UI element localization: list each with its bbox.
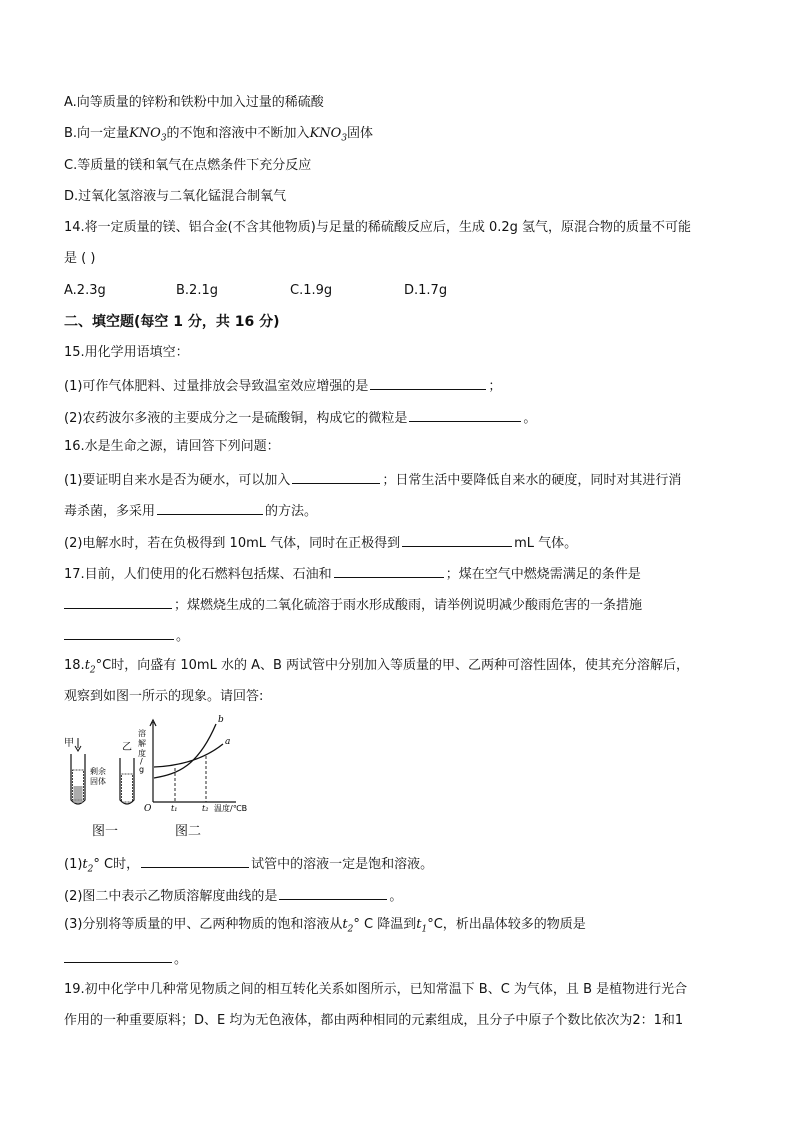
answer-blank[interactable]: [157, 500, 263, 515]
label-remain-1: 剩: [90, 767, 98, 776]
q16-part1-text-b: ；日常生活中要降低自来水的硬度，同时对其进行消: [382, 473, 682, 488]
answer-blank[interactable]: [141, 853, 249, 868]
q15-part1-end: ；: [488, 379, 502, 394]
section-title: 二、填空题(每空 1 分，共 16 分): [64, 314, 280, 330]
label-remain-3: 固: [90, 777, 98, 786]
q17-text-c: ；煤燃烧生成的二氧化硫溶于雨水形成酸雨，请举例说明减少酸雨危害的一条措施: [174, 598, 643, 613]
q16-part1-text-c: 毒杀菌，多采用: [64, 504, 156, 519]
q13-option-d: D.过氧化氢溶液与二氧化锰混合制氧气: [64, 189, 287, 204]
q13-option-b-mid: 的不饱和溶液中不断加入: [166, 126, 310, 141]
q18-part1-num: (1): [64, 857, 83, 872]
q16-part2-text-a: (2)电解水时，若在负极得到 10mL 气体，同时在正极得到: [64, 536, 401, 551]
ylabel-char-1: 溶: [138, 729, 146, 738]
q15-stem: 15.用化学用语填空：: [64, 345, 189, 360]
q17-line1: [64, 563, 641, 584]
q14-options: [64, 282, 447, 300]
q16-part1-text-d: 的方法。: [265, 504, 318, 519]
q18-part2: [64, 885, 402, 906]
q18-part3-line2: [64, 948, 187, 969]
ylabel-char-5: g: [139, 765, 145, 774]
label-jia: 甲: [64, 738, 74, 749]
q18-line2: 观察到如图一所示的现象。请回答:: [64, 689, 264, 704]
liquid-b: [122, 774, 133, 802]
q15-part1-text: (1)可作气体肥料、过量排放会导致温室效应增强的是: [64, 379, 369, 394]
q19-line1: 19.初中化学中几种常见物质之间的相互转化关系如图所示，已知常温下 B、C 为气体，且 B 是植物进行光合: [64, 982, 688, 997]
q18-part3-end: 。: [174, 952, 188, 967]
q16-part1-line2: [64, 500, 317, 521]
q16-part2-text-b: mL 气体。: [514, 536, 578, 551]
q18-part3-line1: [64, 916, 586, 939]
q14-option-c: C.1.9g: [290, 283, 333, 298]
q19-line2: 作用的一种重要原料；D、E 均为无色液体，都由两种相同的元素组成，且分子中原子个数比依次为2：1和1: [64, 1013, 684, 1028]
q16-part1-line1: [64, 469, 681, 490]
q17-text-d: 。: [176, 629, 190, 644]
t1-symbol: $t_1$: [416, 917, 428, 935]
answer-blank[interactable]: [409, 407, 521, 422]
q14-stem-line2: 是 ( ): [64, 251, 96, 266]
q18-part3-text-c: °C，析出晶体较多的物质是: [427, 917, 586, 932]
curve-b-label: b: [218, 715, 224, 725]
q15-part2-end: 。: [523, 411, 537, 426]
curve-b: [154, 724, 216, 778]
q18-text: °C时，向盛有 10mL 水的 A、B 两试管中分别加入等质量的甲、乙两种可溶性固体，使其充分溶解后，: [95, 658, 690, 673]
ylabel-char-4: /: [140, 757, 143, 766]
q14-option-b: B.2.1g: [176, 283, 218, 298]
q13-option-a: A.向等质量的锌粉和铁粉中加入过量的稀硫酸: [64, 95, 324, 110]
q18-part2-text: (2)图二中表示乙物质溶解度曲线的是: [64, 889, 278, 904]
answer-blank[interactable]: [292, 469, 380, 484]
q13-option-b: [64, 125, 373, 148]
q17-text-a: 17.目前，人们使用的化石燃料包括煤、石油和: [64, 567, 332, 582]
q13-option-b-prefix: B.向一定量: [64, 126, 130, 141]
q18-part1-text-c: 试管中的溶液一定是饱和溶液。: [251, 857, 434, 872]
q14-option-a: A.2.3g: [64, 283, 106, 298]
origin-label: O: [144, 804, 152, 812]
solubility-figure: [58, 712, 268, 842]
figure-1-caption: 图一: [92, 824, 119, 839]
solid-a: [74, 786, 83, 803]
q16-stem: 16.水是生命之源，请回答下列问题：: [64, 439, 280, 454]
q18-part3-text-a: (3)分别将等质量的甲、乙两种物质的饱和溶液从: [64, 917, 343, 932]
answer-blank[interactable]: [370, 375, 486, 390]
answer-blank[interactable]: [64, 625, 174, 640]
q18-line1: [64, 657, 689, 680]
q14-stem-line1: 14.将一定质量的镁、铝合金(不含其他物质)与足量的稀硫酸反应后，生成 0.2g 氢气，原混合物的质量不可能: [64, 220, 692, 235]
q15-part1: [64, 375, 501, 396]
answer-blank[interactable]: [64, 948, 172, 963]
q15-part2-text: (2)农药波尔多液的主要成分之一是硫酸铜，构成它的微粒是: [64, 411, 408, 426]
figure-svg: [58, 712, 268, 812]
ylabel-char-2: 解: [138, 739, 146, 748]
tick-t2: t₂: [202, 804, 209, 812]
q18-part2-end: 。: [389, 889, 403, 904]
q18-part3-text-b: ° C 降温到: [353, 917, 417, 932]
q14-option-d: D.1.7g: [404, 283, 448, 298]
kno3-formula: $KNO_3$: [129, 126, 167, 144]
q16-part1-text-a: (1)要证明自来水是否为硬水，可以加入: [64, 473, 291, 488]
q18-number: 18.: [64, 658, 85, 673]
label-yi: 乙: [122, 742, 132, 753]
q13-option-c: C.等质量的镁和氧气在点燃条件下充分反应: [64, 158, 312, 173]
t2-symbol: $t_2$: [82, 857, 94, 875]
ylabel-char-3: 度: [138, 749, 146, 758]
tick-t1: t₁: [171, 804, 178, 812]
kno3-formula: $KNO_3$: [309, 126, 348, 144]
q15-part2: [64, 407, 536, 428]
q16-part2: [64, 532, 577, 553]
q18-part1: [64, 853, 433, 879]
q17-text-b: ；煤在空气中燃烧需满足的条件是: [445, 567, 641, 582]
test-tube-b: [120, 758, 134, 804]
figure-2-caption: 图二: [175, 824, 202, 839]
label-remain-4: 体: [98, 777, 106, 786]
q17-line2: [64, 594, 642, 615]
t2-symbol: $t_2$: [342, 917, 354, 935]
answer-blank[interactable]: [279, 885, 387, 900]
answer-blank[interactable]: [402, 532, 512, 547]
t2-symbol: $t_2$: [84, 658, 96, 676]
q18-part1-text-b: ° C时，: [93, 857, 140, 872]
answer-blank[interactable]: [334, 563, 444, 578]
x-axis-label: 温度/℃B: [214, 804, 248, 812]
label-remain-2: 余: [98, 767, 106, 776]
q17-line3: [64, 625, 189, 646]
curve-a-label: a: [225, 737, 231, 747]
answer-blank[interactable]: [64, 594, 172, 609]
q13-option-b-suffix: 固体: [347, 126, 374, 141]
